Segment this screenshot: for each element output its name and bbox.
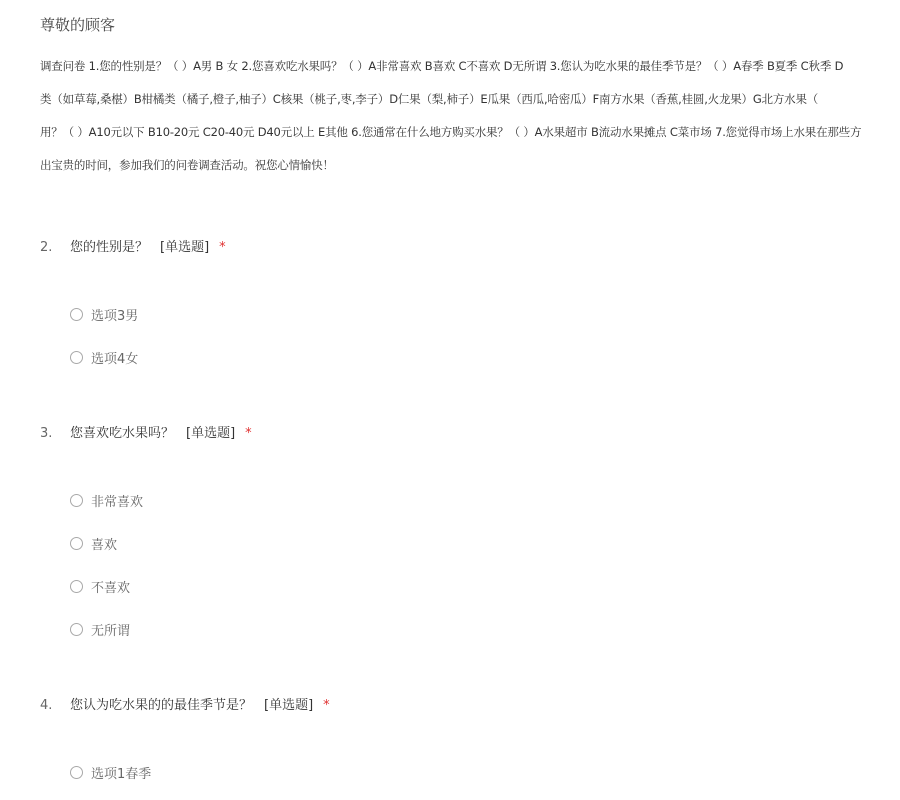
survey-intro-line-3: 用？（ ）A10元以下 B10-20元 C20-40元 D40元以上 E其他 6.您通常在什么地方购买水果？（ ）A水果超市 B流动水果摊点 C菜市场 7.您觉得市场上水果在那些方 xyxy=(40,125,862,139)
question-3-option-1[interactable] xyxy=(70,490,143,510)
survey-intro-line-2: 类（如草莓,桑椹）B柑橘类（橘子,橙子,柚子）C核果（桃子,枣,李子）D仁果（梨,柿子）E瓜果（西瓜,哈密瓜）F南方水果（香蕉,桂圆,火龙果）G北方水果（ xyxy=(40,92,819,106)
question-3-title xyxy=(40,422,252,441)
radio-button[interactable] xyxy=(70,494,83,507)
question-3-option-2[interactable] xyxy=(70,533,117,553)
question-type-label: [单选题] xyxy=(264,698,314,713)
question-text: 您喜欢吃水果吗？ xyxy=(70,426,175,441)
option-label: 无所谓 xyxy=(91,623,131,639)
question-number: 4. xyxy=(40,698,53,713)
question-4-title xyxy=(40,694,330,713)
question-2-title xyxy=(40,236,226,255)
radio-button[interactable] xyxy=(70,766,83,779)
radio-button[interactable] xyxy=(70,351,83,364)
radio-button[interactable] xyxy=(70,623,83,636)
survey-intro-line-1: 调查问卷 1.您的性别是？（ ）A男 B 女 2.您喜欢吃水果吗？（ ）A非常喜欢 B喜欢 C不喜欢 D无所谓 3.您认为吃水果的最佳季节是？（ ）A春季 B夏季 C秋季 D xyxy=(40,59,844,73)
option-label: 选项3男 xyxy=(91,308,139,324)
question-number: 3. xyxy=(40,426,53,441)
option-label: 选项1春季 xyxy=(91,766,152,782)
radio-button[interactable] xyxy=(70,537,83,550)
required-marker: * xyxy=(219,240,226,255)
survey-greeting: 尊敬的顾客 xyxy=(40,16,116,34)
question-2-option-1[interactable] xyxy=(70,304,138,324)
question-number: 2. xyxy=(40,240,53,255)
question-text: 您认为吃水果的的最佳季节是？ xyxy=(70,698,253,713)
radio-button[interactable] xyxy=(70,308,83,321)
question-type-label: [单选题] xyxy=(186,426,236,441)
question-4-option-1[interactable] xyxy=(70,762,151,782)
required-marker: * xyxy=(245,426,252,441)
option-label: 非常喜欢 xyxy=(91,494,144,510)
survey-intro-line-4: 出宝贵的时间，参加我们的问卷调查活动。祝您心情愉快！ xyxy=(40,158,334,172)
question-3-option-4[interactable] xyxy=(70,619,130,639)
option-label: 不喜欢 xyxy=(91,580,131,596)
question-3-option-3[interactable] xyxy=(70,576,130,596)
question-text: 您的性别是？ xyxy=(70,240,149,255)
question-2-option-2[interactable] xyxy=(70,347,138,367)
question-type-label: [单选题] xyxy=(160,240,210,255)
option-label: 喜欢 xyxy=(91,537,118,553)
required-marker: * xyxy=(323,698,330,713)
option-label: 选项4女 xyxy=(91,351,139,367)
radio-button[interactable] xyxy=(70,580,83,593)
